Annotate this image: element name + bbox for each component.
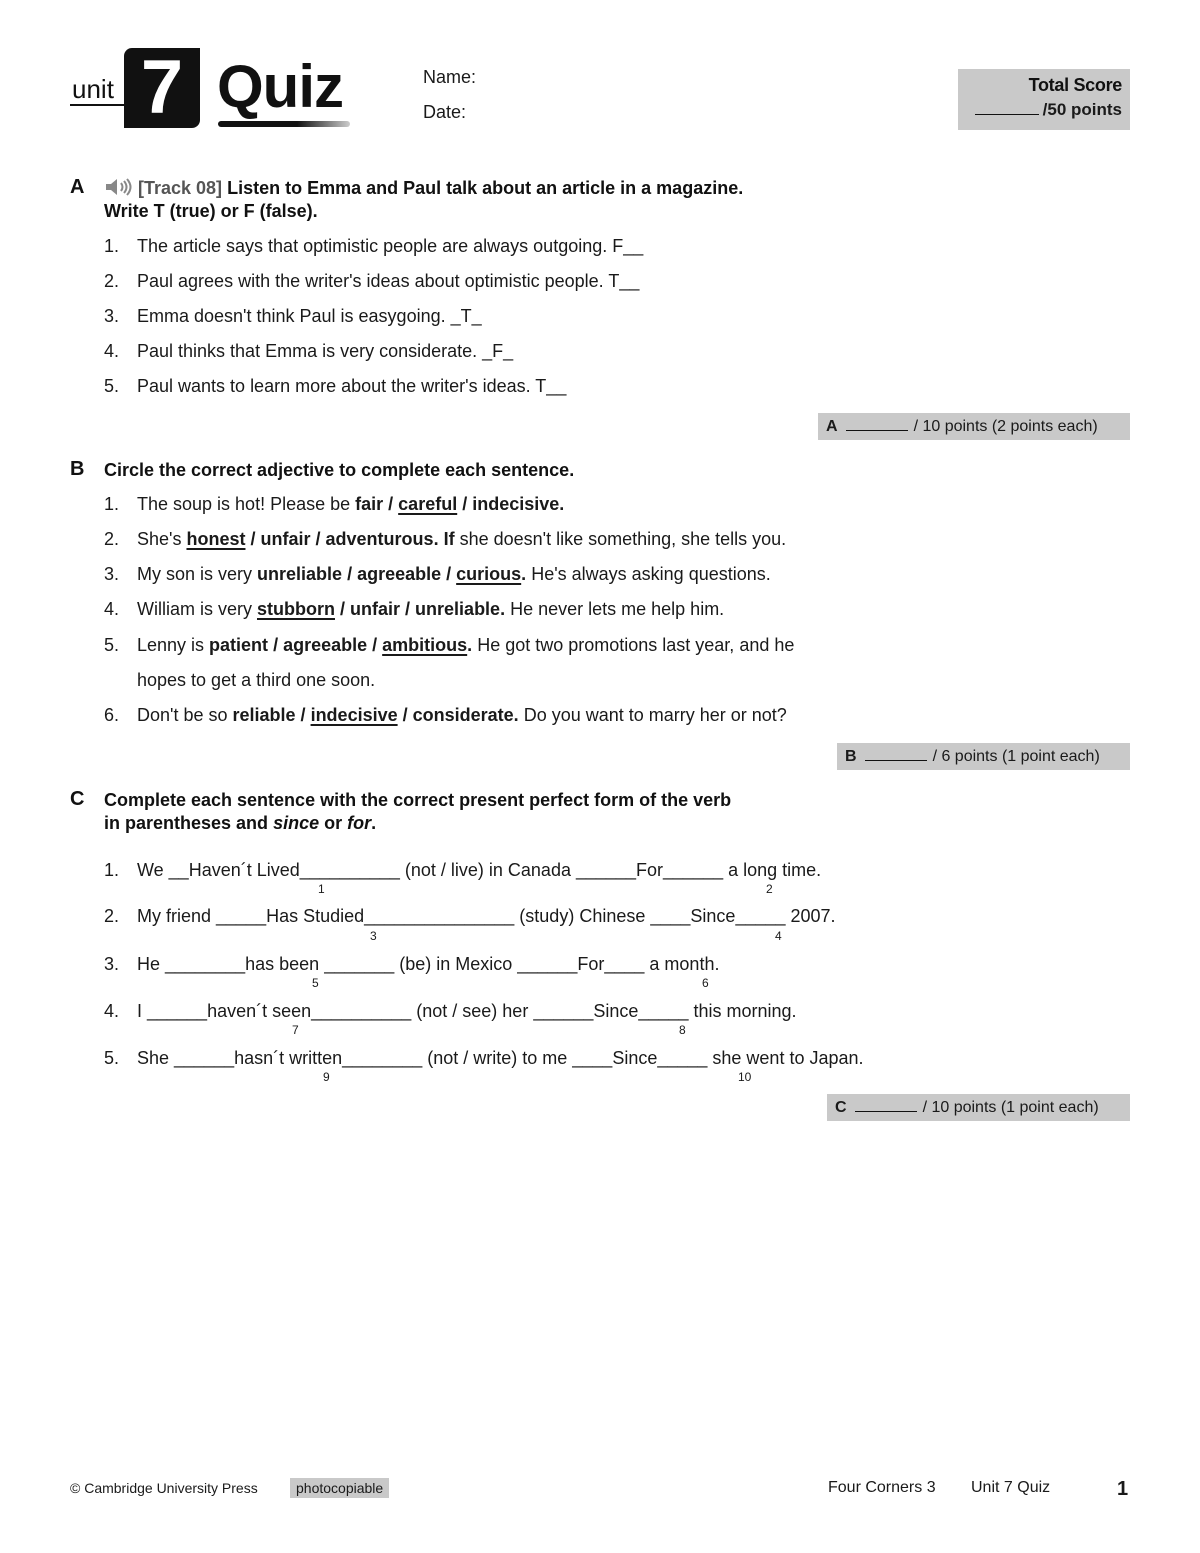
- section-b-score: B / 6 points (1 point each): [837, 743, 1130, 770]
- page-title: Quiz: [217, 53, 343, 120]
- section-a-instruction-line2: Write T (true) or F (false).: [104, 201, 318, 221]
- footer-book-title: Four Corners 3: [828, 1479, 936, 1496]
- answer-text: Since: [612, 1048, 658, 1068]
- answer-text: haven´t seen: [207, 1001, 312, 1021]
- list-item: 1. The article says that optimistic people are always outgoing. F__: [104, 236, 644, 256]
- section-a-letter: A: [70, 176, 85, 198]
- list-item: 5. She ______hasn´t written________ (not / write) to me ____Since_____ she went to Japan.: [104, 1048, 864, 1068]
- selected-answer: curious: [456, 564, 522, 584]
- list-item-continuation: hopes to get a third one soon.: [137, 670, 376, 690]
- blank-number: 7: [292, 1023, 299, 1037]
- total-score-line: [975, 100, 1122, 120]
- blank-number: 1: [318, 882, 325, 896]
- list-item: 3. Emma doesn't think Paul is easygoing. _T_: [104, 306, 482, 326]
- blank-number: 8: [679, 1023, 686, 1037]
- list-item: 1. The soup is hot! Please be fair / careful / indecisive.: [104, 494, 565, 514]
- blank-number: 5: [312, 976, 319, 990]
- page-number: 1: [1117, 1478, 1129, 1500]
- score-blank[interactable]: [855, 1099, 917, 1112]
- blank-number: 10: [738, 1070, 752, 1084]
- answer-text: For: [577, 954, 605, 974]
- speaker-icon[interactable]: [104, 177, 134, 197]
- answer-text: Since: [593, 1001, 639, 1021]
- section-c-instruction: Complete each sentence with the correct present perfect form of the verb in parentheses and since or for.: [104, 790, 732, 833]
- blank-number: 2: [766, 882, 773, 896]
- selected-answer: honest: [186, 529, 246, 549]
- list-item: 3. My son is very unreliable / agreeable / curious. He's always asking questions.: [104, 564, 771, 584]
- score-blank[interactable]: [865, 748, 927, 761]
- selected-answer: careful: [398, 494, 458, 514]
- selected-answer: ambitious: [382, 635, 468, 655]
- total-score-box: [958, 69, 1130, 130]
- list-item: 1. We __Haven´t Lived__________ (not / live) in Canada ______For______ a long time.: [104, 860, 822, 880]
- blank-number: 3: [370, 929, 377, 943]
- list-item: 5. Paul wants to learn more about the writer's ideas. T__: [104, 376, 567, 396]
- list-item: 4. William is very stubborn / unfair / unreliable. He never lets me help him.: [104, 599, 725, 619]
- blank-number: 9: [323, 1070, 330, 1084]
- list-item: 2. She's honest / unfair / adventurous. If she doesn't like something, she tells you.: [104, 529, 787, 549]
- section-c-score: C / 10 points (1 point each): [827, 1094, 1130, 1121]
- blank-number: 4: [775, 929, 782, 943]
- answer-text: Has Studied: [266, 906, 365, 926]
- answer-text: For: [636, 860, 664, 880]
- footer-copyright: © Cambridge University Press: [70, 1480, 258, 1496]
- section-a-score: A / 10 points (2 points each): [818, 413, 1130, 440]
- total-score-label: Total Score: [1028, 75, 1122, 95]
- section-a-instruction: [104, 177, 743, 223]
- unit-underline: [70, 104, 126, 106]
- selected-answer: indecisive: [310, 705, 398, 725]
- score-blank[interactable]: [846, 418, 908, 431]
- list-item: 6. Don't be so reliable / indecisive / considerate. Do you want to marry her or not?: [104, 705, 787, 725]
- list-item: 4. Paul thinks that Emma is very considerate. _F_: [104, 341, 514, 361]
- score-blank[interactable]: [975, 100, 1039, 115]
- section-c-letter: C: [70, 788, 85, 810]
- selected-answer: stubborn: [257, 599, 335, 619]
- total-score-points: /50 points: [1042, 100, 1122, 119]
- track-label: [Track 08]: [138, 178, 223, 198]
- list-item: 3. He ________has been _______ (be) in Mexico ______For____ a month.: [104, 954, 720, 974]
- title-underline: [218, 121, 350, 127]
- section-b-letter: B: [70, 458, 85, 480]
- answer-text: Since: [690, 906, 736, 926]
- blank-number: 6: [702, 976, 709, 990]
- list-item: 2. Paul agrees with the writer's ideas about optimistic people. T__: [104, 271, 640, 291]
- list-item: 4. I ______haven´t seen__________ (not / see) her ______Since_____ this morning.: [104, 1001, 797, 1021]
- answer-text: has been: [245, 954, 320, 974]
- answer-text: Haven´t Lived: [188, 860, 300, 880]
- unit-label: unit: [72, 74, 114, 104]
- section-b-instruction: Circle the correct adjective to complete each sentence.: [104, 460, 575, 480]
- answer-text: hasn´t written: [234, 1048, 343, 1068]
- date-label: Date:: [423, 102, 467, 122]
- footer-photocopiable-badge: photocopiable: [290, 1478, 389, 1498]
- footer-unit-label: Unit 7 Quiz: [971, 1479, 1051, 1496]
- unit-number-badge: 7: [124, 48, 200, 128]
- list-item: 5. Lenny is patient / agreeable / ambitious. He got two promotions last year, and he: [104, 635, 795, 655]
- name-label: Name:: [423, 67, 477, 87]
- list-item: 2. My friend _____Has Studied_______________ (study) Chinese ____Since_____ 2007.: [104, 906, 836, 926]
- section-a-instruction-line1: Listen to Emma and Paul talk about an article in a magazine.: [227, 178, 744, 198]
